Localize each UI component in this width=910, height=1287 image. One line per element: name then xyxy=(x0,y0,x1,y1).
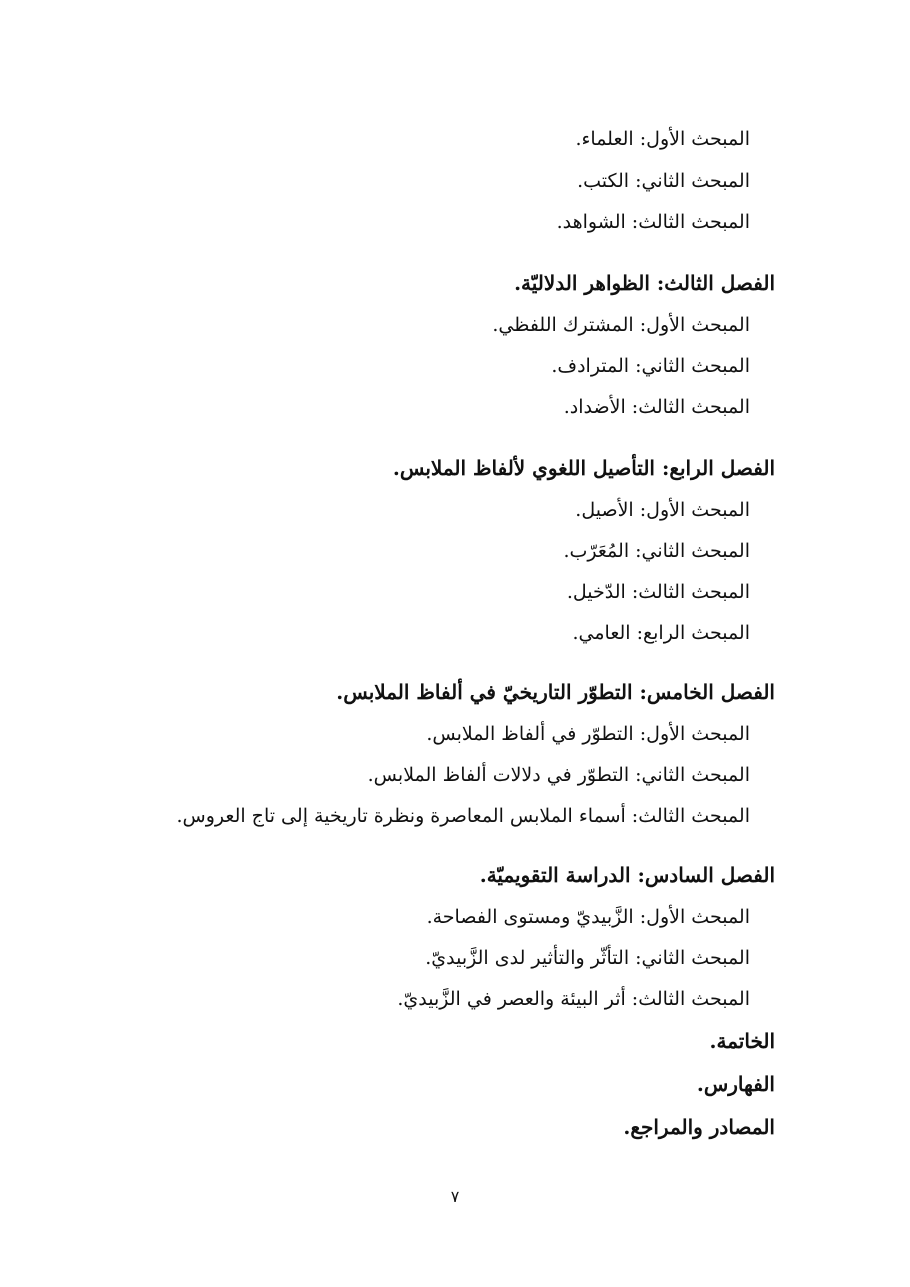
toc-chapter-3-title: الفصل الثالث: الظواهر الدلاليّة. xyxy=(514,271,775,295)
toc-section-ch4-3: المبحث الثالث: الدّخيل. xyxy=(566,581,750,603)
toc-chapter-4-title: الفصل الرابع: التأصيل اللغوي لألفاظ الملابس. xyxy=(392,456,775,480)
toc-section-ch6-1: المبحث الأول: الزَّبيديّ ومستوى الفصاحة. xyxy=(426,906,750,928)
toc-section-ch2-1: المبحث الأول: العلماء. xyxy=(575,128,750,150)
toc-section-ch5-2: المبحث الثاني: التطوّر في دلالات ألفاظ الملابس. xyxy=(367,764,750,786)
toc-references: المصادر والمراجع. xyxy=(623,1115,775,1139)
toc-section-ch3-2: المبحث الثاني: المترادف. xyxy=(551,355,750,377)
toc-section-ch4-1: المبحث الأول: الأصيل. xyxy=(575,499,750,521)
toc-chapter-5-title: الفصل الخامس: التطوّر التاريخيّ في ألفاظ الملابس. xyxy=(336,680,775,704)
toc-section-ch2-3: المبحث الثالث: الشواهد. xyxy=(556,211,750,233)
toc-section-ch5-1: المبحث الأول: التطوّر في ألفاظ الملابس. xyxy=(426,723,750,745)
toc-section-ch3-1: المبحث الأول: المشترك اللفظي. xyxy=(492,314,750,336)
toc-section-ch6-2: المبحث الثاني: التأثّر والتأثير لدى الزَّبيديّ. xyxy=(425,947,750,969)
toc-section-ch2-2: المبحث الثاني: الكتب. xyxy=(577,170,750,192)
toc-section-ch5-3: المبحث الثالث: أسماء الملابس المعاصرة ونظرة تاريخية إلى تاج العروس. xyxy=(176,805,750,827)
toc-section-ch6-3: المبحث الثالث: أثر البيئة والعصر في الزَّبيديّ. xyxy=(397,988,750,1010)
toc-indexes: الفهارس. xyxy=(696,1072,775,1096)
toc-section-ch4-4: المبحث الرابع: العامي. xyxy=(572,622,750,644)
toc-conclusion: الخاتمة. xyxy=(709,1029,775,1053)
toc-section-ch3-3: المبحث الثالث: الأضداد. xyxy=(563,396,750,418)
page-number: ٧ xyxy=(450,1187,460,1206)
toc-chapter-6-title: الفصل السادس: الدراسة التقويميّة. xyxy=(479,863,775,887)
toc-section-ch4-2: المبحث الثاني: المُعَرّب. xyxy=(563,540,750,562)
